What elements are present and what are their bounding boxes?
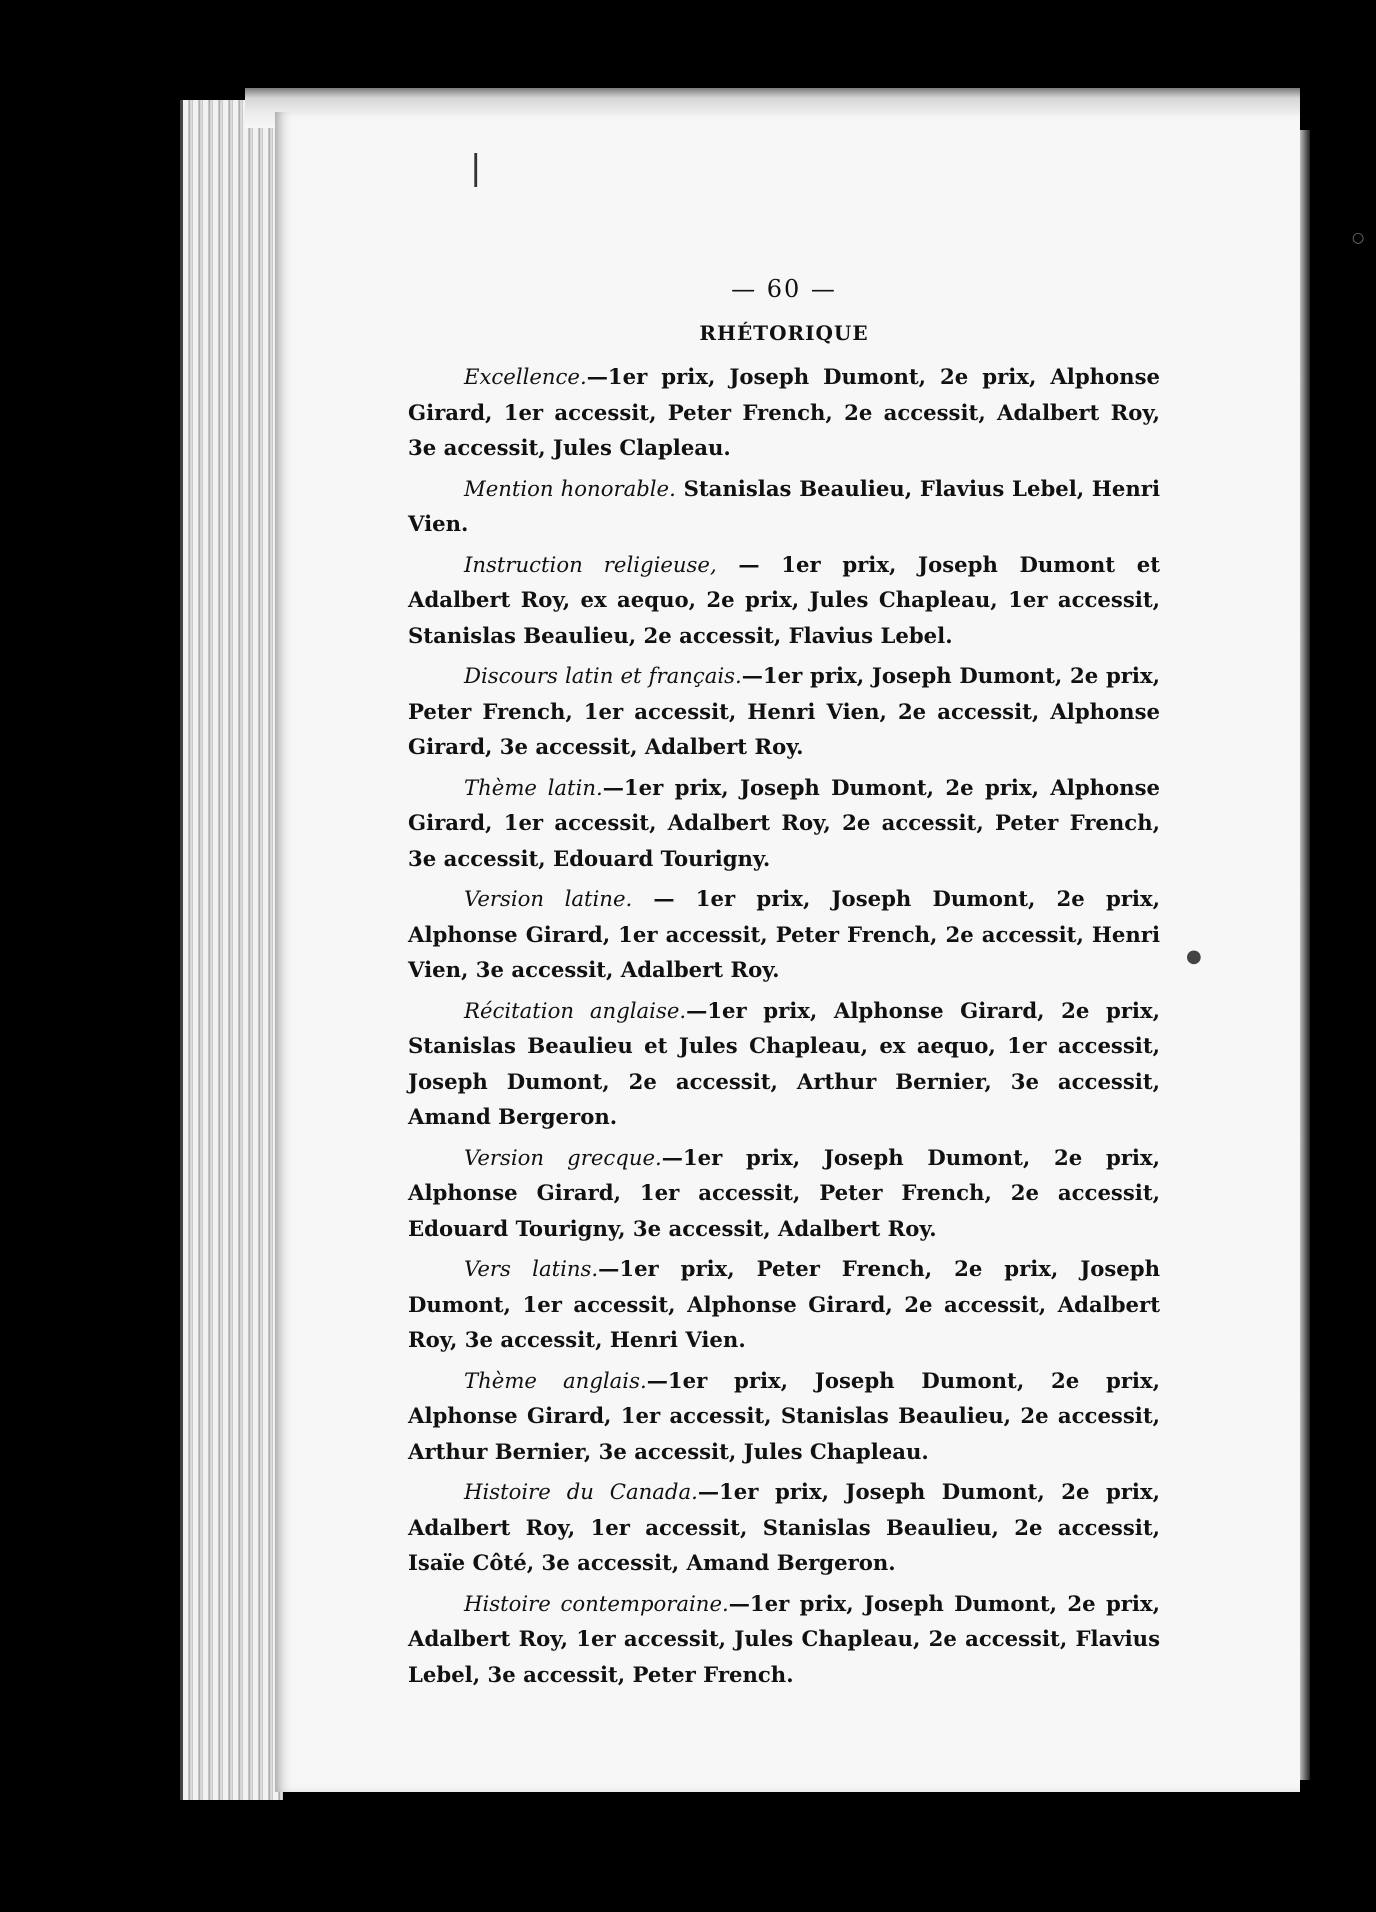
prize-paragraph-vers-latins: Vers latins.—1er prix, Peter French, 2e prix, Joseph Dumont, 1er accessit, Alphonse Girard, 2e accessit, Adalbert Roy, 3e accessit, Henri Vien. [408,1256,1160,1352]
page-number: — 60 — [731,275,837,303]
prize-paragraph-theme-latin: Thème latin.—1er prix, Joseph Dumont, 2e prix, Alphonse Girard, 1er accessit, Adalbert Roy, 2e accessit, Peter French, 3e accessit, Edouard Tourigny. [408,774,1160,871]
scan-speck: ○ [1352,230,1365,246]
prize-paragraph-recitation-anglaise: Récitation anglaise.—1er prix, Alphonse Girard, 2e prix, Stanislas Beaulieu et Jules Chapleau, ex aequo, 1er accessit, Joseph Dumont, 2e accessit, Arthur Bernier, 3e accessit, Amand Bergeron. [408,997,1160,1129]
page-text [408,275,1160,1697]
prize-paragraph-histoire-canada: Histoire du Canada.—1er prix, Joseph Dumont, 2e prix, Adalbert Roy, 1er accessit, Stanislas Beaulieu, 2e accessit, Isaïe Côté, 3e accessit, Amand Bergeron. [408,1479,1160,1575]
prize-paragraph-histoire-contemporaine: Histoire contemporaine.—1er prix, Joseph Dumont, 2e prix, Adalbert Roy, 1er accessit, Jules Chapleau, 2e accessit, Flavius Lebel, 3e accessit, Peter French. [408,1590,1160,1687]
scan-speck: ● [1186,946,1202,967]
prize-paragraph-version-grecque: Version grecque.—1er prix, Joseph Dumont, 2e prix, Alphonse Girard, 1er accessit, Peter French, 2e accessit, Edouard Tourigny, 3e accessit, Adalbert Roy. [408,1144,1160,1241]
prize-paragraph-version-latine: Version latine. — 1er prix, Joseph Dumont, 2e prix, Alphonse Girard, 1er accessit, Peter French, 2e accessit, Henri Vien, 3e accessit, Adalbert Roy. [408,886,1160,982]
prize-paragraph-mention-honorable: Mention honorable. Stanislas Beaulieu, Flavius Lebel, Henri Vien. [408,475,1161,536]
page-right-edge [1300,130,1310,1780]
scan-speck: | [470,148,482,188]
book-page-edges [180,100,283,1800]
prize-paragraph-excellence: Excellence.—1er prix, Joseph Dumont, 2e prix, Alphonse Girard, 1er accessit, Peter French, 2e accessit, Adalbert Roy, 3e accessit, Jules Clapleau. [408,364,1160,460]
prize-paragraph-theme-anglais: Thème anglais.—1er prix, Joseph Dumont, 2e prix, Alphonse Girard, 1er accessit, Stanislas Beaulieu, 2e accessit, Arthur Bernier, 3e accessit, Jules Chapleau. [408,1367,1160,1464]
section-heading: RHÉTORIQUE [699,321,869,345]
prize-paragraph-instruction-religieuse: Instruction religieuse, — 1er prix, Joseph Dumont et Adalbert Roy, ex aequo, 2e prix, Jules Chapleau, 1er accessit, Stanislas Beaulieu, 2e accessit, Flavius Lebel. [408,551,1161,648]
prize-paragraph-discours: Discours latin et français.—1er prix, Joseph Dumont, 2e prix, Peter French, 1er accessit, Henri Vien, 2e accessit, Alphonse Girard, 3e accessit, Adalbert Roy. [408,663,1160,759]
